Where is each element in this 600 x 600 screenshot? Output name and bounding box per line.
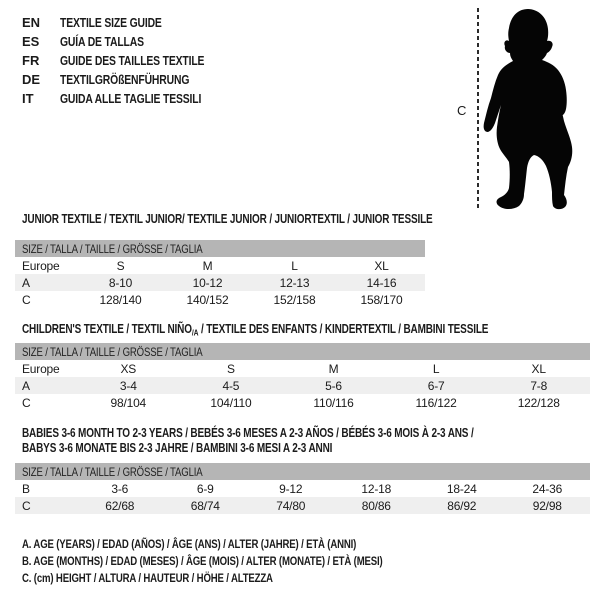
cell: 12-13	[279, 275, 310, 290]
cell: 140/152	[186, 292, 229, 307]
children-size-table	[15, 343, 590, 411]
legend-text-c: C. (cm) HEIGHT / ALTURA / HAUTEUR / HÖHE / ALTEZZA	[22, 571, 273, 585]
row-label: A	[22, 275, 30, 290]
cell: 92/98	[532, 498, 562, 513]
legend-line-b	[22, 553, 473, 570]
cell: 152/158	[273, 292, 316, 307]
cell: 128/140	[99, 292, 142, 307]
table-row	[15, 274, 425, 291]
table-row	[15, 497, 590, 514]
cell: 12-18	[361, 481, 392, 496]
cell: S	[116, 258, 125, 273]
cell: S	[226, 361, 235, 376]
height-dashed-line	[477, 8, 479, 210]
baby-silhouette-icon	[482, 4, 578, 212]
cell: 110/116	[313, 395, 354, 410]
lang-code: EN	[22, 15, 41, 30]
cell: 62/68	[105, 498, 135, 513]
table-row	[15, 480, 590, 497]
cell: 104/110	[210, 395, 252, 410]
row-label: A	[22, 378, 30, 393]
cell: 7-8	[530, 378, 548, 393]
size-header-text: SIZE / TALLA / TAILLE / GRÖSSE / TAGLIA	[22, 464, 203, 479]
cell: 10-12	[192, 275, 223, 290]
cell: 86/92	[447, 498, 477, 513]
measurement-legend	[22, 536, 473, 587]
junior-section-title	[22, 212, 535, 227]
cell: XL	[531, 361, 546, 376]
height-marker-label: C	[457, 103, 467, 118]
lang-code: ES	[22, 34, 40, 49]
babies-title-line2: BABYS 3-6 MONATE BIS 2-3 JAHRE / BAMBINI 3-6 MESI A 2-3 ANNI	[22, 441, 333, 455]
row-label: B	[22, 481, 30, 496]
table-row	[15, 291, 425, 308]
children-section-title	[22, 322, 600, 340]
cell: 74/80	[276, 498, 306, 513]
row-label: C	[22, 395, 31, 410]
lang-code: DE	[22, 72, 41, 87]
cell: 4-5	[222, 378, 240, 393]
legend-text-a: A. AGE (YEARS) / EDAD (AÑOS) / ÂGE (ANS) / ALTER (JAHRE) / ETÀ (ANNI)	[22, 537, 357, 551]
table-row	[15, 377, 590, 394]
row-label: C	[22, 498, 31, 513]
cell: L	[291, 258, 298, 273]
cell: M	[328, 361, 339, 376]
size-header-text: SIZE / TALLA / TAILLE / GRÖSSE / TAGLIA	[22, 241, 203, 256]
table-row	[15, 394, 590, 411]
lang-title: TEXTILE SIZE GUIDE	[60, 15, 162, 30]
legend-line-c	[22, 570, 473, 587]
cell: 24-36	[532, 481, 563, 496]
babies-section-title	[22, 426, 586, 456]
children-title-subscript: /A	[191, 327, 199, 338]
legend-line-a	[22, 536, 473, 553]
lang-row-es	[22, 32, 240, 51]
children-size-header-bar	[15, 343, 590, 360]
cell: L	[432, 361, 440, 376]
lang-title: TEXTILGRÖßENFÜHRUNG	[60, 72, 190, 87]
cell: M	[202, 258, 213, 273]
lang-title: GUIDA ALLE TAGLIE TESSILI	[60, 91, 202, 106]
babies-size-header-bar	[15, 463, 590, 480]
cell: 5-6	[325, 378, 342, 393]
cell: 6-7	[427, 378, 445, 393]
lang-row-fr	[22, 51, 240, 70]
lang-code: IT	[22, 91, 34, 106]
cell: 6-9	[196, 481, 214, 496]
size-header-text: SIZE / TALLA / TAILLE / GRÖSSE / TAGLIA	[22, 344, 203, 359]
table-row	[15, 360, 590, 377]
cell: 9-12	[279, 481, 303, 496]
cell: 18-24	[446, 481, 477, 496]
cell: 68/74	[190, 498, 220, 513]
cell: 98/104	[110, 395, 147, 410]
row-label: C	[22, 292, 31, 307]
children-title-text	[22, 322, 488, 340]
cell: 8-10	[108, 275, 133, 290]
table-row	[15, 257, 425, 274]
cell: 3-4	[119, 378, 137, 393]
row-label: Europe	[22, 361, 60, 376]
cell: XS	[120, 361, 137, 376]
row-label: Europe	[22, 258, 60, 273]
babies-size-table	[15, 463, 590, 514]
junior-size-table	[15, 240, 425, 308]
cell: 14-16	[366, 275, 397, 290]
cell: 3-6	[111, 481, 129, 496]
children-title-post: / TEXTILE DES ENFANTS / KINDERTEXTIL / BAMBINI TESSILE	[198, 322, 489, 336]
babies-title-line1: BABIES 3-6 MONTH TO 2-3 YEARS / BEBÉS 3-6 MESES A 2-3 AÑOS / BÉBÉS 3-6 MOIS À 2-3 ANS /	[22, 426, 474, 440]
cell: 80/86	[361, 498, 391, 513]
cell: 116/122	[415, 395, 457, 410]
junior-size-header-bar	[15, 240, 425, 257]
lang-row-en	[22, 13, 240, 32]
language-title-list	[22, 13, 240, 108]
children-title-pre: CHILDREN'S TEXTILE / TEXTIL NIÑO	[22, 322, 192, 336]
lang-title: GUIDE DES TAILLES TEXTILE	[60, 53, 205, 68]
lang-row-de	[22, 70, 240, 89]
lang-title: GUÍA DE TALLAS	[60, 34, 144, 49]
cell: XL	[374, 258, 389, 273]
legend-text-b: B. AGE (MONTHS) / EDAD (MESES) / ÂGE (MOIS) / ALTER (MONATE) / ETÀ (MESI)	[22, 554, 383, 568]
cell: 158/170	[360, 292, 403, 307]
lang-code: FR	[22, 53, 40, 68]
lang-row-it	[22, 89, 240, 108]
junior-title-text: JUNIOR TEXTILE / TEXTIL JUNIOR/ TEXTILE JUNIOR / JUNIORTEXTIL / JUNIOR TESSILE	[22, 212, 433, 226]
cell: 122/128	[517, 395, 560, 410]
